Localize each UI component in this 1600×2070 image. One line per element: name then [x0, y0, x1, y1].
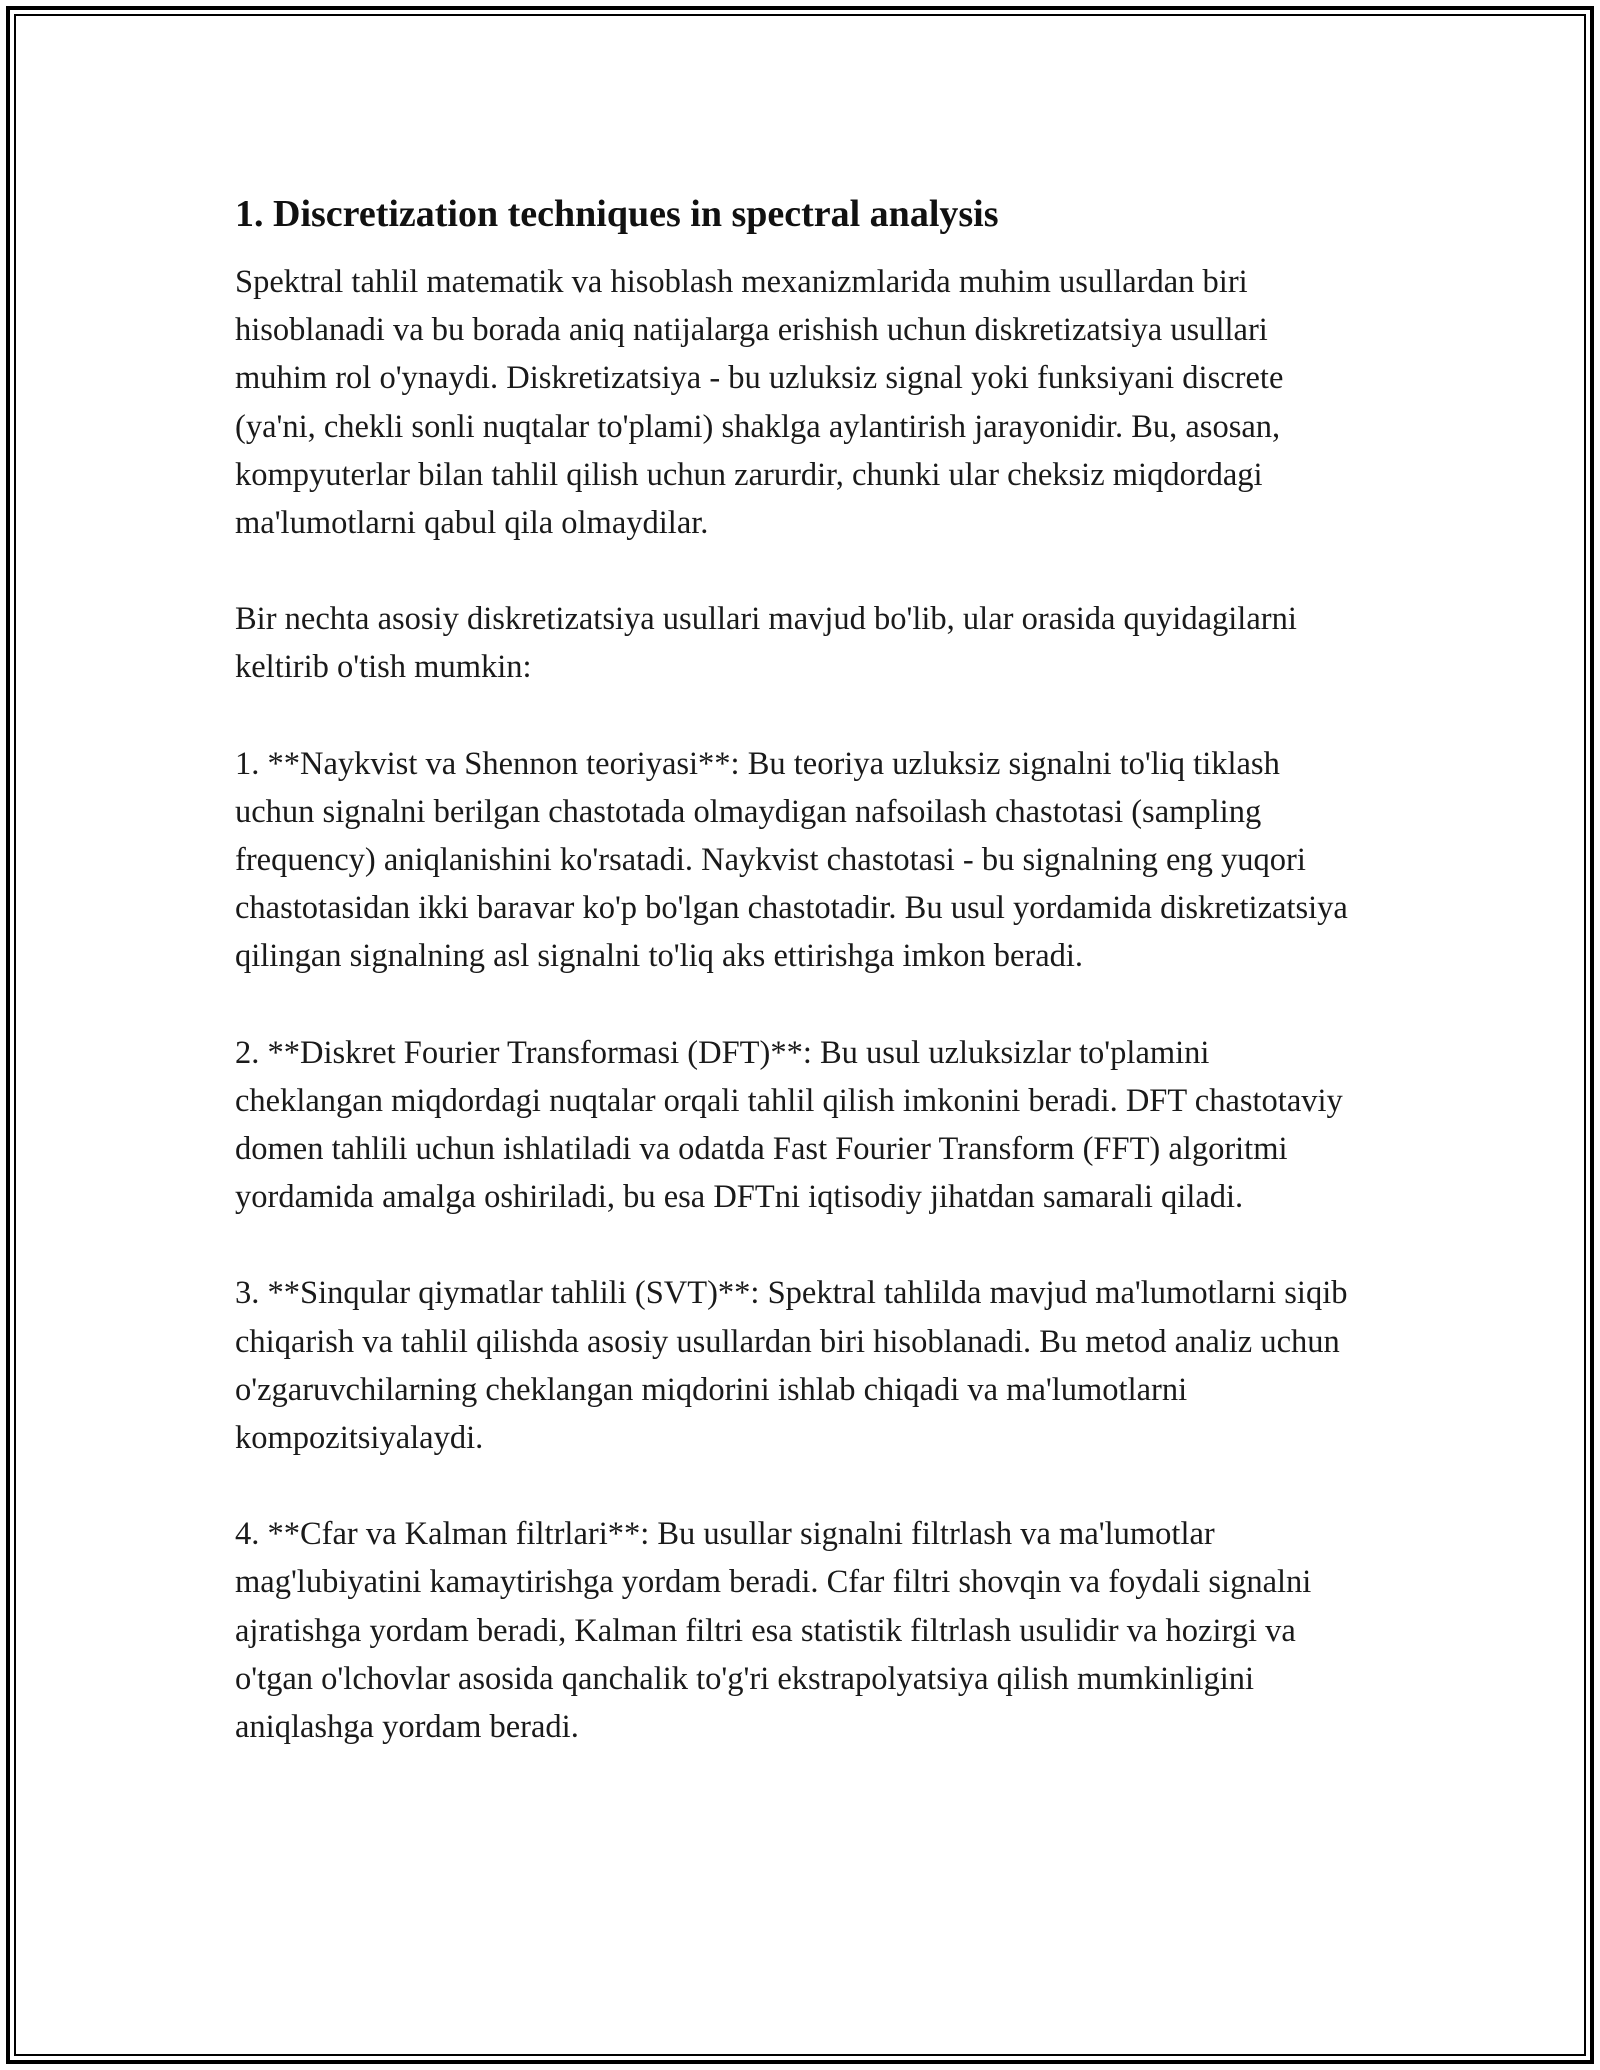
document-title: 1. Discretization techniques in spectral analysis — [235, 193, 999, 235]
paragraph-svt: 3. **Sinqular qiymatlar tahlili (SVT)**: Spektral tahlilda mavjud ma'lumotlarni siqib chiqarish va tahlil qilishda asosiy usullardan biri hisoblanadi. Bu metod analiz uchun o'zgaruvchilarning cheklangan miqdorini ishlab chiqadi va ma'lumotlarni kompozitsiyalaydi. — [235, 1275, 1348, 1457]
paragraph-nyquist-shannon: 1. **Naykvist va Shennon teoriyasi**: Bu teoriya uzluksiz signalni to'liq tiklash uchun signalni berilgan chastotada olmaydigan nafsoilash chastotasi (sampling frequency) aniqlanishini ko'rsatadi. Naykvist chastotasi - bu signalning eng yuqori chastotasidan ikki baravar ko'p bo'lgan chastotadir. Bu usul yordamida diskretizatsiya qilingan signalning asl signalni to'liq aks ettirishga imkon beradi. — [235, 745, 1348, 975]
document-body — [235, 188, 1365, 1799]
paragraph-intro: Spektral tahlil matematik va hisoblash mexanizmlarida muhim usullardan biri hisoblanadi va bu borada aniq natijalarga erishish uchun diskretizatsiya usullari muhim rol o'ynaydi. Diskretizatsiya - bu uzluksiz signal yoki funksiyani discrete (ya'ni, chekli sonli nuqtalar to'plami) shaklga aylantirish jarayonidir. Bu, asosan, kompyuterlar bilan tahlil qilish uchun zarurdir, chunki ular cheksiz miqdordagi ma'lumotlarni qabul qila olmaydilar. — [235, 264, 1284, 542]
paragraph-dft: 2. **Diskret Fourier Transformasi (DFT)**: Bu usul uzluksizlar to'plamini cheklangan miqdordagi nuqtalar orqali tahlil qilish imkonini beradi. DFT chastotaviy domen tahlili uchun ishlatiladi va odatda Fast Fourier Transform (FFT) algoritmi yordamida amalga oshiriladi, bu esa DFTni iqtisodiy jihatdan samarali qiladi. — [235, 1034, 1343, 1216]
paragraph-cfar-kalman: 4. **Cfar va Kalman filtrlari**: Bu usullar signalni filtrlash va ma'lumotlar mag'lubiyatini kamaytirishga yordam beradi. Cfar filtri shovqin va foydali signalni ajratishga yordam beradi, Kalman filtri esa statistik filtrlash usulidir va hozirgi va o'tgan o'lchovlar asosida qanchalik to'g'ri ekstrapolyatsiya qilish mumkinligini aniqlashga yordam beradi. — [235, 1516, 1312, 1746]
paragraph-methods-lead: Bir nechta asosiy diskretizatsiya usullari mavjud bo'lib, ular orasida quyidagilarni keltirib o'tish mumkin: — [235, 601, 1297, 686]
